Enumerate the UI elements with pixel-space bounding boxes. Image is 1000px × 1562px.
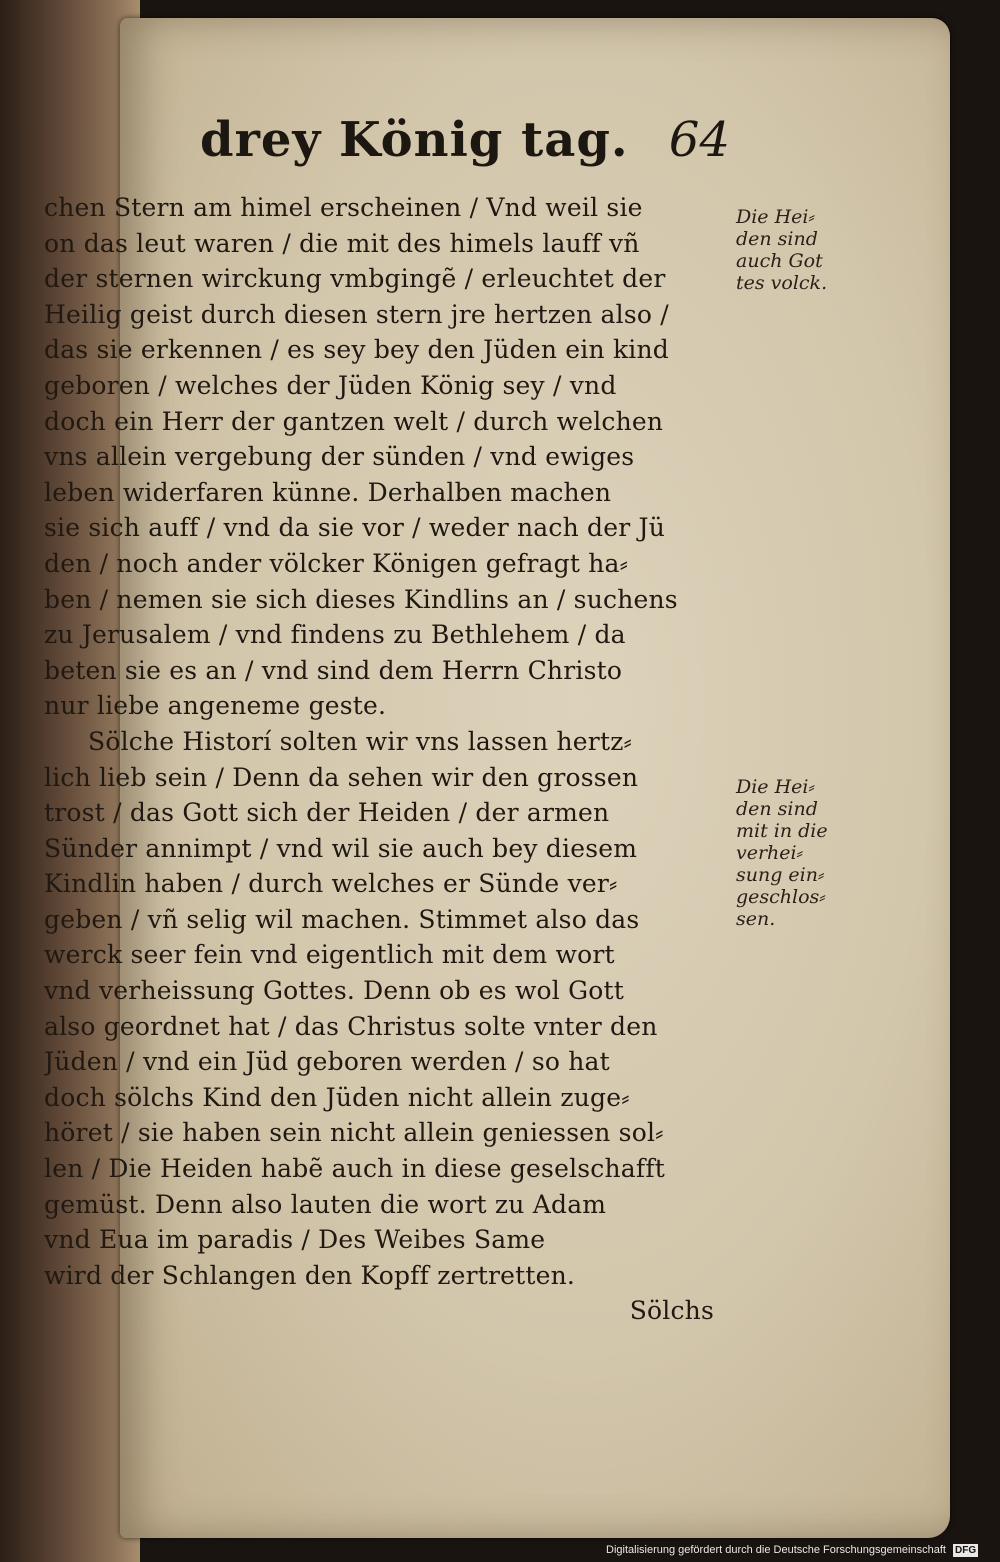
text-line: nur liebe angeneme geste. bbox=[44, 691, 387, 721]
text-line: das sie erkennen / es sey bey den Jüden ein kind bbox=[44, 335, 669, 365]
text-line: werck seer fein vnd eigentlich mit dem wort bbox=[44, 940, 615, 970]
margin-note-line: den sind bbox=[736, 798, 818, 820]
page-number: 64 bbox=[668, 112, 730, 168]
text-line: lich lieb sein / Denn da sehen wir den grossen bbox=[44, 762, 639, 792]
text-line: gemüst. Denn also lauten die wort zu Adam bbox=[44, 1189, 607, 1219]
credit-text: Digitalisierung gefördert durch die Deutsche Forschungsgemeinschaft bbox=[606, 1544, 946, 1556]
margin-note-1 bbox=[736, 206, 866, 294]
text-line: wird der Schlangen den Kopff zertretten. bbox=[44, 1260, 576, 1290]
text-line: leben widerfaren künne. Derhalben machen bbox=[44, 477, 612, 507]
text-line: vnd verheissung Gottes. Denn ob es wol Gott bbox=[44, 976, 625, 1006]
text-line: geben / vñ selig wil machen. Stimmet also das bbox=[44, 904, 640, 934]
margin-note-line: Die Hei⸗ bbox=[736, 776, 815, 798]
text-line: len / Die Heiden habẽ auch in diese geselschafft bbox=[44, 1154, 666, 1184]
text-line: geboren / welches der Jüden König sey / vnd bbox=[44, 370, 617, 400]
margin-note-line: tes volck. bbox=[736, 272, 828, 294]
text-line: trost / das Gott sich der Heiden / der armen bbox=[44, 798, 610, 828]
text-line: doch ein Herr der gantzen welt / durch welchen bbox=[44, 406, 664, 436]
text-line: ben / nemen sie sich dieses Kindlins an / suchens bbox=[44, 584, 678, 614]
text-line: zu Jerusalem / vnd findens zu Bethlehem / da bbox=[44, 620, 626, 650]
catchword: Sölchs bbox=[629, 1296, 714, 1326]
text-line: vns allein vergebung der sünden / vnd ewiges bbox=[44, 442, 635, 472]
margin-note-line: Die Hei⸗ bbox=[736, 206, 815, 228]
margin-note-line: geschlos⸗ bbox=[736, 886, 826, 908]
running-header bbox=[200, 112, 740, 182]
text-line: der sternen wirckung vmbgingẽ / erleuchtet der bbox=[44, 264, 666, 294]
dfg-logo: DFG bbox=[955, 1545, 977, 1556]
text-line: den / noch ander völcker Königen gefragt ha⸗ bbox=[44, 548, 629, 578]
text-line: chen Stern am himel erscheinen / Vnd weil sie bbox=[44, 193, 643, 222]
text-line: Kindlin haben / durch welches er Sünde ver⸗ bbox=[44, 869, 618, 899]
digitization-credit bbox=[606, 1544, 978, 1560]
text-line: doch sölchs Kind den Jüden nicht allein zuge⸗ bbox=[44, 1082, 630, 1112]
text-line: vnd Eua im paradis / Des Weibes Same bbox=[44, 1225, 546, 1255]
paragraph-start-line: Sölche Historí solten wir vns lassen hertz⸗ bbox=[88, 726, 633, 756]
main-text-block bbox=[44, 190, 732, 1329]
text-line: beten sie es an / vnd sind dem Herrn Christo bbox=[44, 655, 623, 685]
margin-note-line: mit in die bbox=[736, 820, 828, 842]
text-line: sie sich auff / vnd da sie vor / weder nach der Jü bbox=[44, 513, 666, 543]
text-line: on das leut waren / die mit des himels lauff vñ bbox=[44, 228, 640, 258]
margin-note-line: verhei⸗ bbox=[736, 842, 803, 864]
text-line: Sünder annimpt / vnd wil sie auch bey diesem bbox=[44, 833, 638, 863]
text-line: Heilig geist durch diesen stern jre hertzen also / bbox=[44, 299, 669, 329]
margin-note-line: auch Got bbox=[736, 250, 823, 272]
margin-note-2 bbox=[736, 776, 866, 930]
running-title: drey König tag. bbox=[200, 112, 629, 168]
margin-note-line: den sind bbox=[736, 228, 818, 250]
margin-note-line: sen. bbox=[736, 908, 776, 930]
text-line: also geordnet hat / das Christus solte vnter den bbox=[44, 1011, 658, 1041]
margin-note-line: sung ein⸗ bbox=[736, 864, 825, 886]
text-line: höret / sie haben sein nicht allein geniessen sol⸗ bbox=[44, 1118, 664, 1148]
text-line: Jüden / vnd ein Jüd geboren werden / so hat bbox=[44, 1047, 610, 1077]
